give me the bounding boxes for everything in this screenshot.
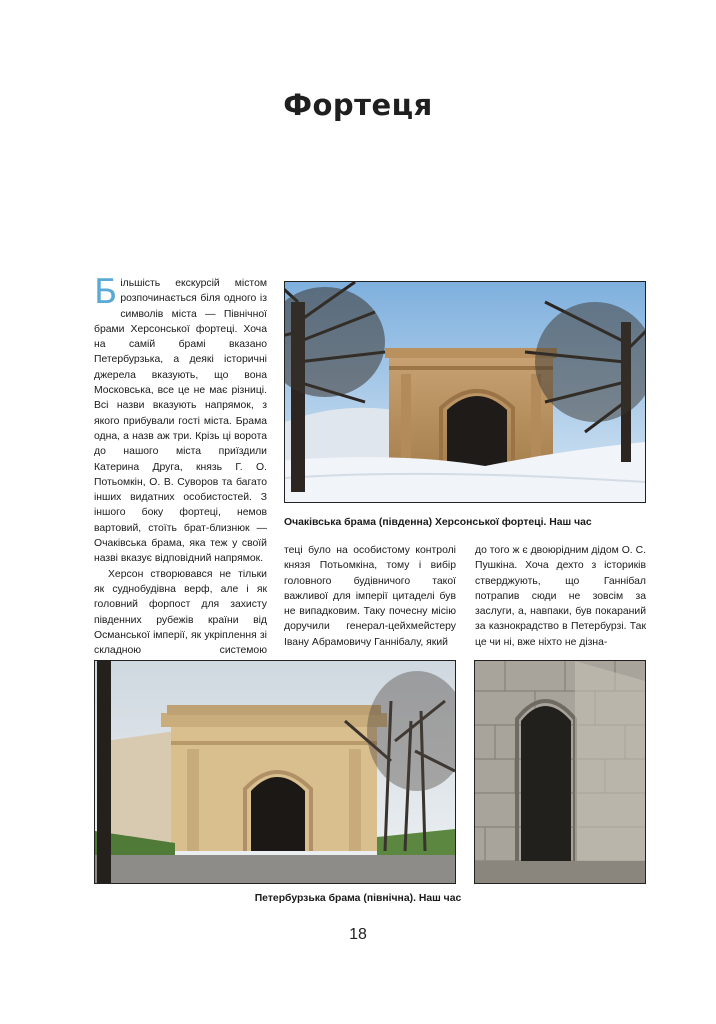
gate-arch-interior-photo <box>474 660 646 884</box>
peterburg-caption: Петербурзька брама (північна). Наш час <box>254 893 462 904</box>
ochakiv-gate-photo <box>284 281 646 503</box>
paragraph-2: Херсон створювався не тільки як суднобудівна верф, але і як головний форпост для захисту південних рубежів країни від Османської імперії, як укріплення зі складною системою <box>94 568 267 657</box>
paragraph-col3: до того ж є двоюрідним дідом О. С. Пушкіна. Хоча дехто з істориків стверджують, що Ганнібал потрапив сюди не зовсім за заслуги, а, навпаки, був покараний за казнокрадство в Петербурзі. Так це чи ні, вже ніхто не дізна- <box>475 545 646 648</box>
page-title: Фортеця <box>283 88 433 122</box>
peterburg-gate-photo <box>94 660 456 884</box>
paragraph-1: ільшість екскурсій містом розпочинається біля одного із символів міста — Північної брами Херсонської фортеці. Хоча на самій брамі вказано Петербурзька, а деякі історичні джерела вказують, що вона Московська, все це не має різниці. Всі назви вказують напрямок, з якого прибували гості міста. Брама одна, а назв аж три. Крізь ці ворота до нашого міста приїздили Катерина Друга, князь Г. О. Потьомкін, О. В. Суворов та багато інших видатних особистостей. З іншого боку фортеці, немов вартовий, стоїть брат-близнюк — Очаківська брама, яка теж у своїй назві вказує відповідний напрямок. <box>94 278 267 565</box>
page-number: 18 <box>349 926 367 943</box>
drop-cap: Б <box>94 272 118 312</box>
peterburg-gate-illustration <box>95 661 455 883</box>
ochakiv-caption: Очаківська брама (південна) Херсонської фортеці. Наш час <box>284 517 592 528</box>
arch-interior-illustration <box>475 661 645 883</box>
text-column-3 <box>475 543 646 650</box>
text-column-1 <box>94 272 267 689</box>
ochakiv-gate-illustration <box>285 282 645 502</box>
paragraph-col2: теці було на особистому контролі князя Потьомкіна, тому і вибір головного будівничого такої важливої для імперії цитаделі був не випадковим. Таку почесну місію доручили генерал-цейхмейстеру Івану Абрамовичу Ганнібалу, який <box>284 545 456 648</box>
text-column-2 <box>284 543 456 650</box>
